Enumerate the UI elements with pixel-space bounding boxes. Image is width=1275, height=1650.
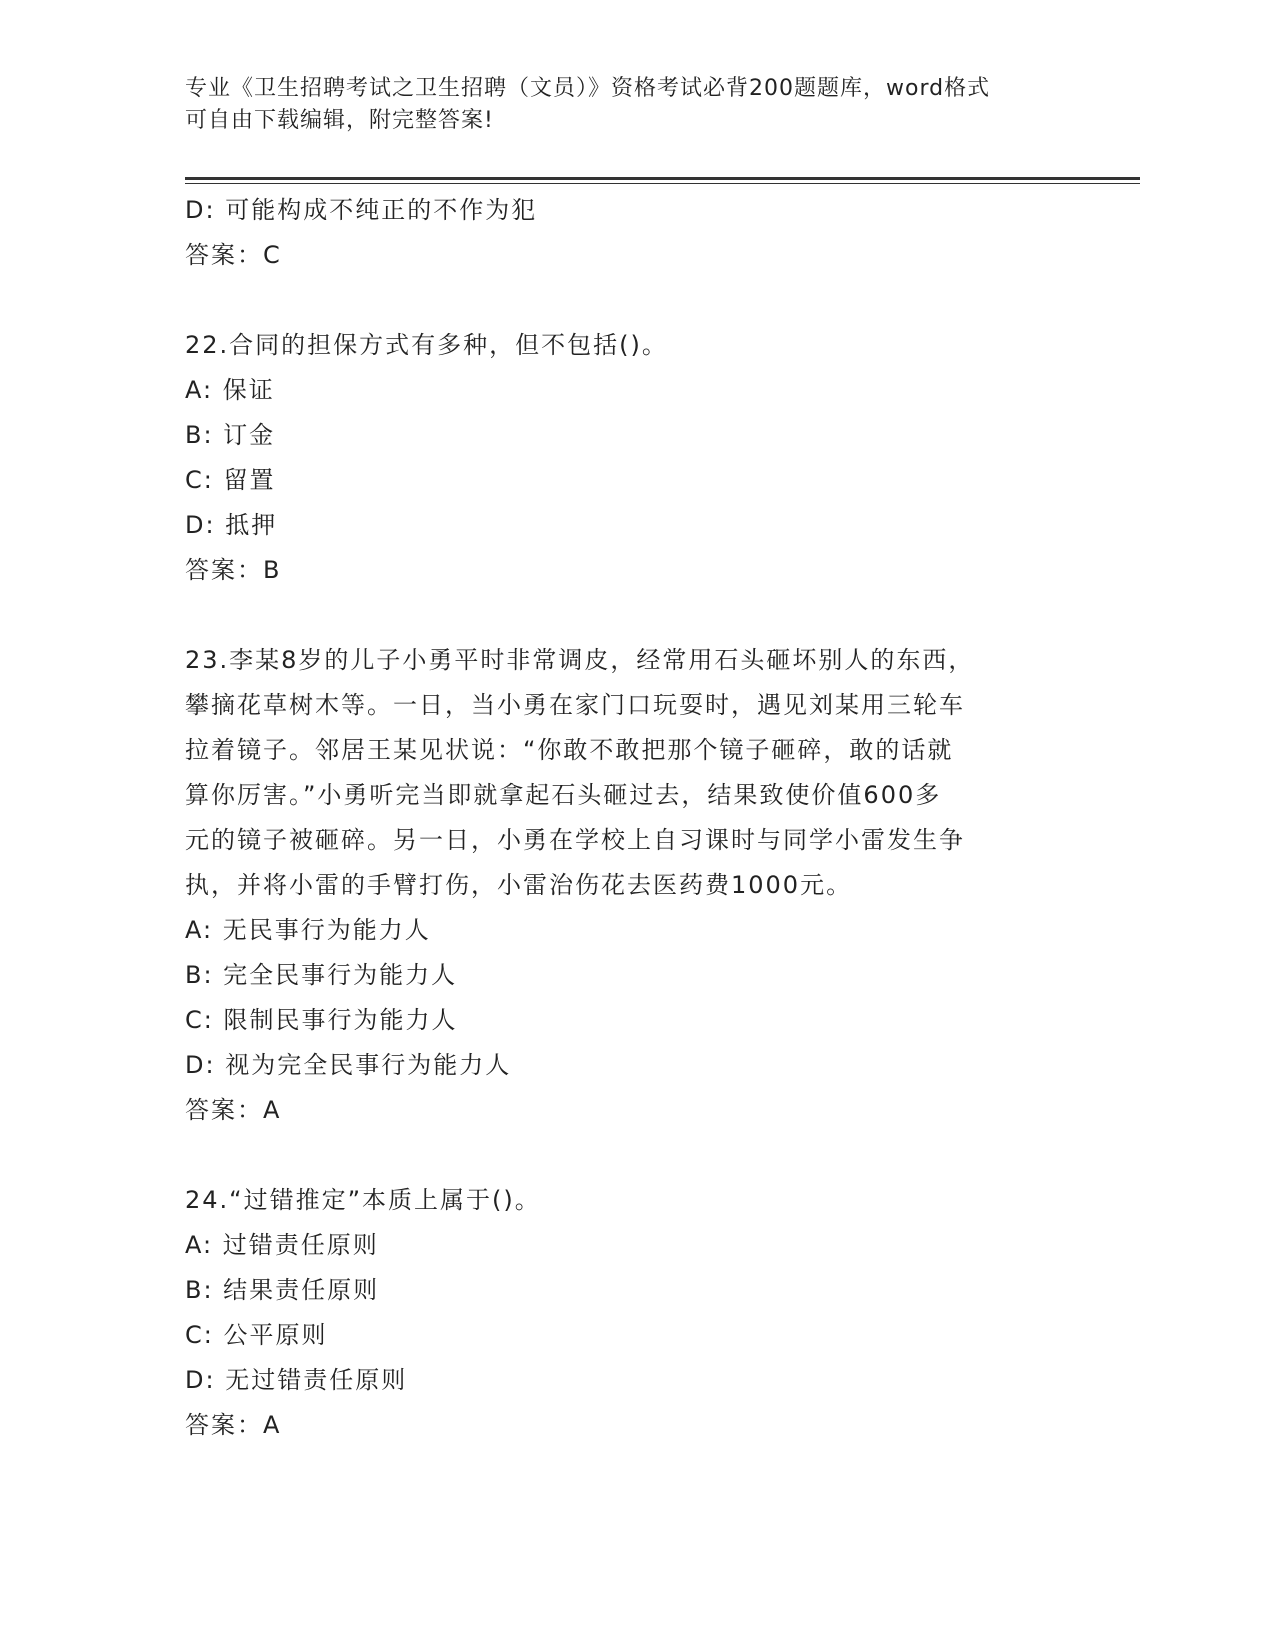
question-22-answer: 答案：B xyxy=(185,556,282,584)
header-line-2: 可自由下载编辑，附完整答案! xyxy=(185,108,494,133)
question-24-stem: 24.“过错推定”本质上属于()。 xyxy=(185,1186,541,1214)
question-24-option-a: A: 过错责任原则 xyxy=(185,1231,379,1259)
question-23-stem-line: 攀摘花草树木等。一日，当小勇在家门口玩耍时，遇见刘某用三轮车 xyxy=(185,691,965,719)
question-23-answer: 答案：A xyxy=(185,1096,282,1124)
question-24 xyxy=(185,1178,1065,1448)
question-23-option-c: C: 限制民事行为能力人 xyxy=(185,1006,458,1034)
document-header xyxy=(185,73,1065,137)
question-24-option-c: C: 公平原则 xyxy=(185,1321,328,1349)
question-24-option-d: D: 无过错责任原则 xyxy=(185,1366,408,1394)
question-23-stem-line: 执，并将小雷的手臂打伤，小雷治伤花去医药费1000元。 xyxy=(185,871,853,899)
question-22 xyxy=(185,323,1065,593)
prev-answer: 答案：C xyxy=(185,241,282,269)
question-24-option-b: B: 结果责任原则 xyxy=(185,1276,380,1304)
spacer xyxy=(185,1133,1065,1178)
question-22-option-b: B: 订金 xyxy=(185,421,276,449)
question-23-option-d: D: 视为完全民事行为能力人 xyxy=(185,1051,512,1079)
question-23-option-a: A: 无民事行为能力人 xyxy=(185,916,431,944)
question-23-stem-line: 元的镜子被砸碎。另一日，小勇在学校上自习课时与同学小雷发生争 xyxy=(185,826,965,854)
prev-option-d: D: 可能构成不纯正的不作为犯 xyxy=(185,196,538,224)
spacer xyxy=(185,593,1065,638)
question-22-option-d: D: 抵押 xyxy=(185,511,278,539)
spacer xyxy=(185,278,1065,323)
question-23-option-b: B: 完全民事行为能力人 xyxy=(185,961,458,989)
question-22-stem: 22.合同的担保方式有多种，但不包括()。 xyxy=(185,331,668,359)
question-23-stem-line: 23.李某8岁的儿子小勇平时非常调皮，经常用石头砸坏别人的东西， xyxy=(185,646,975,674)
question-list xyxy=(185,188,1065,1448)
question-23 xyxy=(185,638,1065,1133)
question-24-answer: 答案：A xyxy=(185,1411,282,1439)
header-rule-thick xyxy=(185,177,1140,180)
question-23-stem-line: 拉着镜子。邻居王某见状说：“你敢不敢把那个镜子砸碎，敢的话就 xyxy=(185,736,954,764)
question-22-option-a: A: 保证 xyxy=(185,376,275,404)
header-rule-thin xyxy=(185,183,1140,184)
question-23-stem-line: 算你厉害。”小勇听完当即就拿起石头砸过去，结果致使价值600多 xyxy=(185,781,942,809)
question-22-option-c: C: 留置 xyxy=(185,466,276,494)
header-line-1: 专业《卫生招聘考试之卫生招聘（文员）》资格考试必背200题题库，word格式 xyxy=(185,76,991,101)
